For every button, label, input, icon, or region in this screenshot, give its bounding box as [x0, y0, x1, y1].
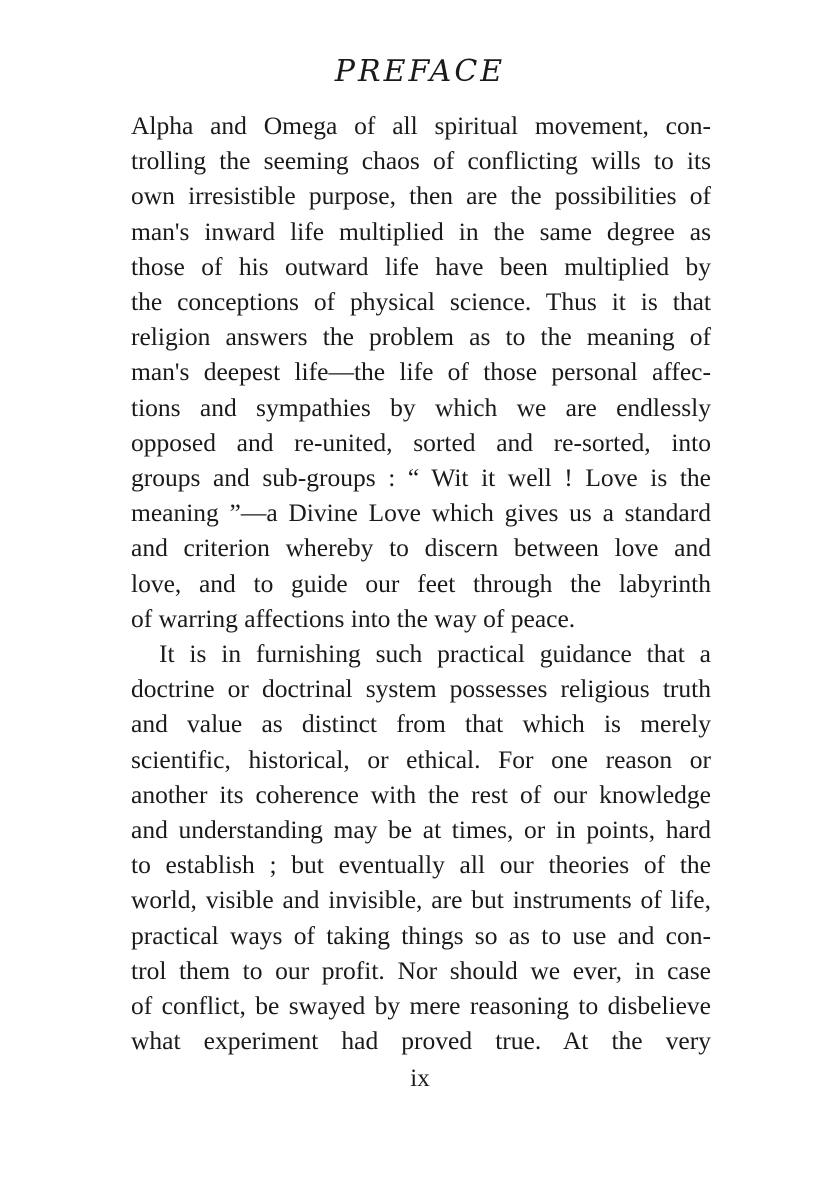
text-line: another its coherence with the rest of our knowledge [131, 779, 711, 809]
page-title: PREFACE [334, 54, 506, 89]
body-text [131, 108, 711, 1058]
text-line: those of his outward life have been multiplied by [131, 251, 711, 281]
text-line: own irresistible purpose, then are the possibilities of [131, 181, 711, 211]
paragraph-2 [131, 636, 711, 1058]
text-line: the conceptions of physical science. Thus it is that [131, 287, 711, 317]
text-line: tions and sympathies by which we are endlessly [131, 392, 711, 422]
text-line: world, visible and invisible, are but instruments of life, [131, 885, 711, 915]
text-line: man's inward life multiplied in the same degree as [131, 216, 711, 246]
text-line: trolling the seeming chaos of conflicting wills to its [131, 146, 711, 176]
text-line: love, and to guide our feet through the labyrinth [131, 568, 711, 598]
text-line: of warring affections into the way of peace. [131, 603, 576, 633]
text-line: and understanding may be at times, or in points, hard [131, 815, 711, 845]
text-line: It is in furnishing such practical guidance that a [159, 639, 711, 669]
text-line: Alpha and Omega of all spiritual movement, con- [131, 111, 711, 140]
text-line: opposed and re-united, sorted and re-sorted, into [131, 427, 711, 457]
text-line: meaning ”—a Divine Love which gives us a standard [131, 498, 711, 528]
text-line: and criterion whereby to discern between love and [131, 533, 711, 563]
text-line: and value as distinct from that which is merely [131, 709, 711, 739]
text-line: what experiment had proved true. At the very [131, 1026, 711, 1056]
text-line: religion answers the problem as to the meaning of [131, 322, 711, 352]
text-line: trol them to our profit. Nor should we ever, in case [131, 955, 711, 985]
text-line: of conflict, be swayed by mere reasoning to disbelieve [131, 991, 711, 1021]
page-number: ix [410, 1065, 430, 1092]
paragraph-1 [131, 108, 711, 636]
text-line: to establish ; but eventually all our theories of the [131, 850, 711, 880]
text-line: scientific, historical, or ethical. For one reason or [131, 744, 711, 774]
text-line: groups and sub-groups : “ Wit it well ! Love is the [131, 463, 711, 493]
text-line: practical ways of taking things so as to use and con- [131, 920, 711, 950]
text-line: doctrine or doctrinal system possesses religious truth [131, 674, 711, 704]
text-line: man's deepest life—the life of those personal affec- [131, 357, 711, 387]
